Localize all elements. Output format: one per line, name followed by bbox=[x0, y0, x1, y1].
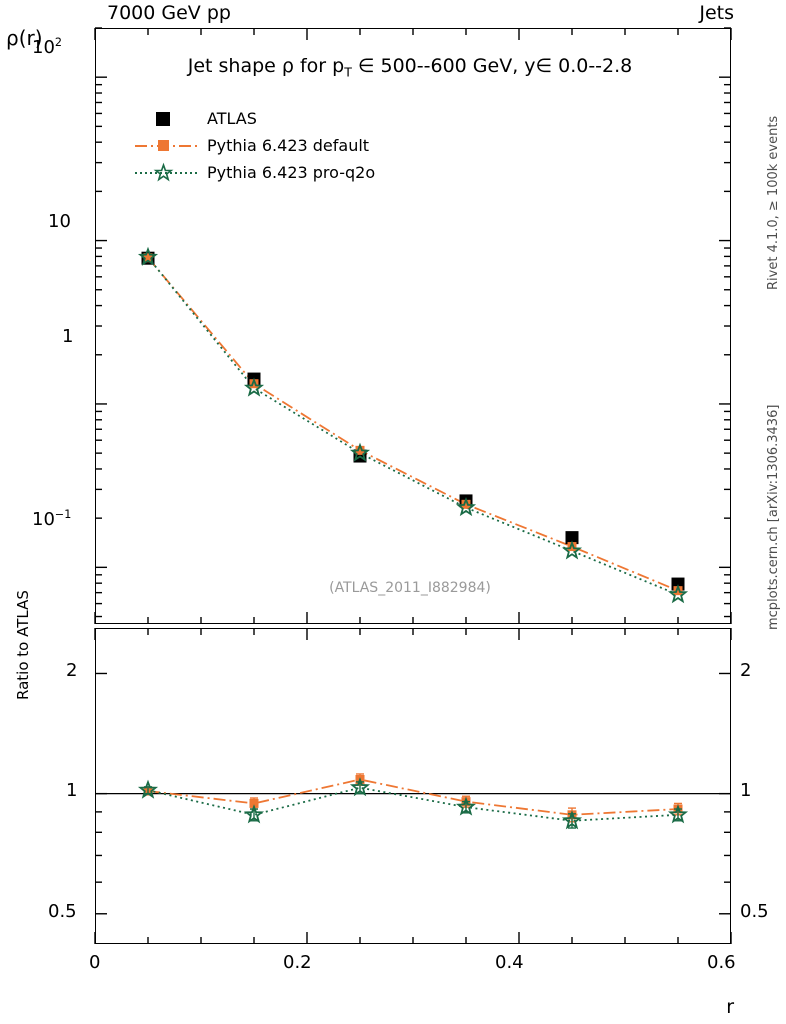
analysis-id-watermark: (ATLAS_2011_I882984) bbox=[329, 580, 491, 596]
header-analysis-label: Jets bbox=[699, 2, 734, 24]
legend-label-pythia-proq2o: Pythia 6.423 pro-q2o bbox=[207, 163, 376, 182]
ratio-line-1 bbox=[148, 779, 678, 814]
plot-title-pre: Jet shape ρ for p bbox=[187, 55, 345, 77]
ratio-series-group bbox=[140, 774, 685, 828]
tick-label-ratio-y-1-right: 1 bbox=[740, 780, 752, 801]
y-axis-label-main: ρ(r) bbox=[6, 26, 43, 50]
main-line-2 bbox=[148, 257, 678, 594]
tick-label-ratio-y-0.5-right: 0.5 bbox=[740, 901, 769, 922]
legend-label-pythia-default: Pythia 6.423 default bbox=[207, 136, 370, 155]
tick-label-main-y-1: 1 bbox=[62, 326, 74, 347]
x-axis-label: r bbox=[726, 996, 734, 1018]
tick-label-x-0.6: 0.6 bbox=[707, 952, 736, 973]
legend-label-atlas: ATLAS bbox=[207, 109, 257, 128]
tick-label-x-0.2: 0.2 bbox=[283, 952, 312, 973]
main-line-1 bbox=[148, 258, 678, 591]
mcplots-arxiv-caption: mcplots.cern.ch [arXiv:1306.3436] bbox=[766, 404, 781, 630]
tick-label-x-0: 0 bbox=[89, 952, 101, 973]
tick-label-main-y-0.1: $10^{-1}$ bbox=[32, 508, 72, 530]
header-beam-label: 7000 GeV pp bbox=[107, 2, 231, 24]
plot-title-sub: T bbox=[344, 64, 352, 80]
plot-title-post: ∈ 500--600 GeV, y∈ 0.0--2.8 bbox=[351, 55, 633, 77]
axis-ticks bbox=[95, 28, 731, 944]
tick-label-ratio-y-2-right: 2 bbox=[740, 660, 752, 681]
tick-label-ratio-y-1-left: 1 bbox=[66, 780, 78, 801]
tick-label-ratio-y-0.5-left: 0.5 bbox=[48, 901, 77, 922]
tick-label-main-y-10: 10 bbox=[48, 211, 71, 232]
ratio-line-2 bbox=[148, 788, 678, 821]
rivet-version-caption: Rivet 4.1.0, ≥ 100k events bbox=[766, 115, 781, 290]
tick-label-main-y-100: $10^2$ bbox=[32, 36, 63, 58]
y-axis-label-ratio: Ratio to ATLAS bbox=[14, 590, 32, 700]
main-series-group bbox=[140, 249, 685, 601]
tick-label-ratio-y-2-left: 2 bbox=[66, 660, 78, 681]
tick-label-x-0.4: 0.4 bbox=[495, 952, 524, 973]
